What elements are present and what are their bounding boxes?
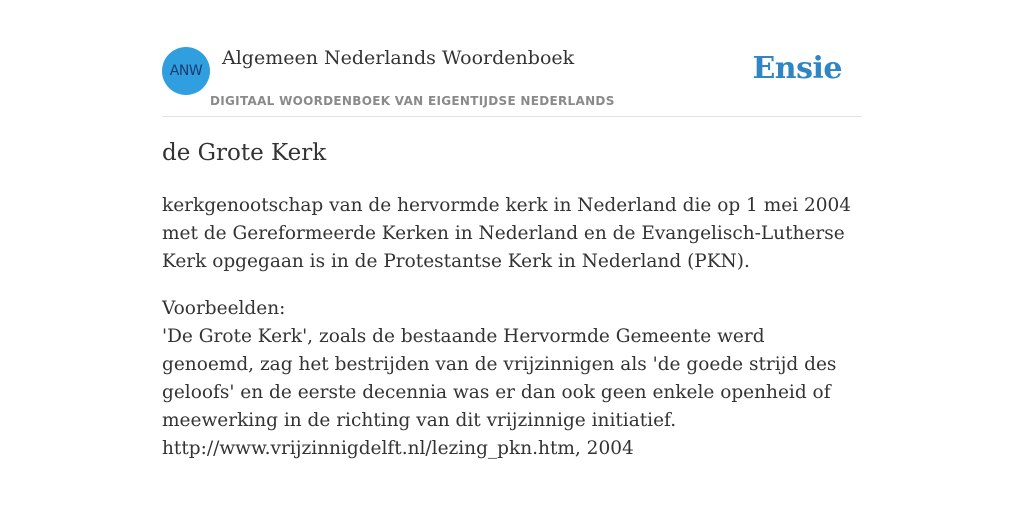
anw-logo[interactable] — [162, 47, 210, 95]
examples-section — [162, 295, 862, 463]
ensie-brand-logo[interactable]: Ensie — [752, 51, 842, 86]
header — [162, 44, 862, 117]
entry-term: de Grote Kerk — [162, 140, 327, 166]
site-subtitle: DIGITAAL WOORDENBOEK VAN EIGENTIJDSE NEDERLANDS — [210, 94, 615, 108]
examples-label: Voorbeelden: — [162, 298, 286, 319]
site-title[interactable]: Algemeen Nederlands Woordenboek — [222, 47, 575, 69]
example-text: 'De Grote Kerk', zoals de bestaande Hervormde Gemeente werd genoemd, zag het bestrijden van de vrijzinnigen als 'de goede strijd des geloofs' en de eerste decennia was er dan ook geen enkele openheid of meewerking in de richting van dit vrijzinnige initiatief. — [162, 326, 837, 431]
entry-definition: kerkgenootschap van de hervormde kerk in Nederland die op 1 mei 2004 met de Gereformeerde Kerken in Nederland en de Evangelisch-Lutherse Kerk opgegaan is in de Protestantse Kerk in Nederland (PKN). — [162, 195, 852, 272]
example-source: http://www.vrijzinnigdelft.nl/lezing_pkn.htm, 2004 — [162, 438, 634, 459]
logo-text: ANW — [169, 63, 203, 79]
